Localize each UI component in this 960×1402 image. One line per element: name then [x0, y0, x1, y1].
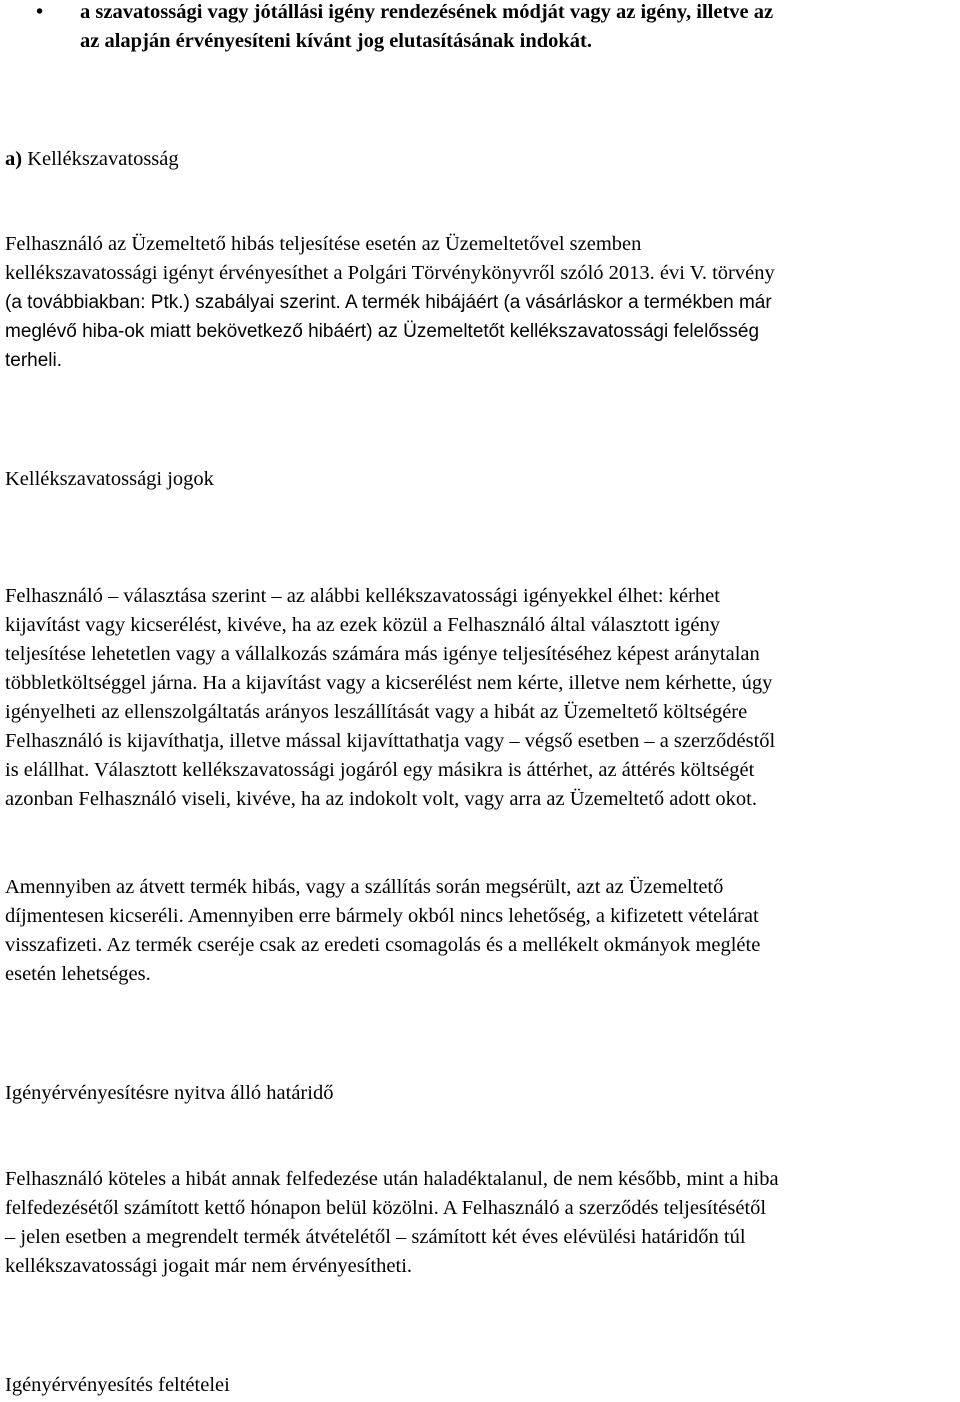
- paragraph-line: kijavítást vagy kicserélést, kivéve, ha az ezek közül a Felhasználó által választott igény: [5, 614, 720, 636]
- paragraph-line: többletköltséggel járna. Ha a kijavítást vagy a kicserélést nem kérte, illetve nem kérhette, úgy: [5, 672, 773, 694]
- paragraph-rights: [5, 582, 957, 814]
- paragraph-line: Felhasználó is kijavíthatja, illetve mással kijavíttathatja vagy – végső esetben – a szerződéstől: [5, 730, 776, 752]
- bullet-text-line: a szavatossági vagy jótállási igény rendezésének módját vagy az igény, illetve az: [80, 1, 774, 23]
- bullet-text: [80, 0, 955, 56]
- paragraph-line-text: kellékszavatossági igényt érvényesíthet a Polgári Törvénykönyvről szóló 2013. évi V. törvény: [5, 262, 775, 284]
- paragraph-line: meglévő hiba-ok miatt bekövetkező hibáért) az Üzemeltetőt kellékszavatossági felelősség: [5, 321, 760, 342]
- paragraph-replacement: [5, 873, 957, 989]
- paragraph-line: esetén lehetséges.: [5, 963, 151, 985]
- heading-deadline: Igényérvényesítésre nyitva álló határidő: [5, 1082, 334, 1104]
- paragraph-line: is elállhat. Választott kellékszavatossági jogáról egy másikra is áttérhet, az áttérés költségét: [5, 759, 755, 781]
- paragraph-line: Felhasználó köteles a hibát annak felfedezése után haladéktalanul, de nem később, mint a hiba: [5, 1168, 779, 1190]
- paragraph-line: igényelheti az ellenszolgáltatás arányos leszállítását vagy a hibát az Üzemeltető költségére: [5, 701, 748, 723]
- bullet-marker: •: [36, 1, 44, 23]
- paragraph-line: Felhasználó – választása szerint – az alábbi kellékszavatossági igényekkel élhet: kérhet: [5, 585, 720, 607]
- paragraph-deadline: [5, 1165, 957, 1281]
- section-title: Kellékszavatosság: [27, 148, 179, 170]
- section-heading-kellekszavatossag: [5, 145, 957, 174]
- paragraph-line: kellékszavatossági jogait már nem érvényesítheti.: [5, 1255, 413, 1277]
- paragraph-line: Amennyiben az átvett termék hibás, vagy a szállítás során megsérült, azt az Üzemeltető: [5, 876, 724, 898]
- paragraph-line: terheli.: [5, 350, 63, 371]
- paragraph-line: (a továbbiakban: Ptk.) szabályai szerint. A termék hibájáért (a vásárláskor a termékben már: [5, 292, 772, 313]
- paragraph-line: felfedezésétől számított kettő hónapon belül közölni. A Felhasználó a szerződés teljesítésétől: [5, 1197, 767, 1219]
- paragraph-line: visszafizeti. Az termék cseréje csak az eredeti csomagolás és a mellékelt okmányok megléte: [5, 934, 761, 956]
- paragraph-line: azonban Felhasználó viseli, kivéve, ha az indokolt volt, vagy arra az Üzemeltető adott okot.: [5, 788, 757, 810]
- paragraph-intro: [5, 230, 957, 375]
- paragraph-line: díjmentesen kicseréli. Amennyiben erre bármely okból nincs lehetőség, a kifizetett vételárat: [5, 905, 759, 927]
- paragraph-line: Felhasználó az Üzemeltető hibás teljesítése esetén az Üzemeltetővel szemben: [5, 233, 642, 255]
- section-label: a): [5, 148, 23, 170]
- document-page: [5, 0, 957, 1402]
- paragraph-line: – jelen esetben a megrendelt termék átvételétől – számított két éves elévülési határidőn túl: [5, 1226, 746, 1248]
- heading-conditions: Igényérvényesítés feltételei: [5, 1374, 230, 1396]
- heading-rights: Kellékszavatossági jogok: [5, 468, 214, 490]
- paragraph-line: [5, 259, 957, 288]
- bullet-text-line: az alapján érvényesíteni kívánt jog elutasításának indokát.: [80, 30, 592, 52]
- paragraph-line: teljesítése lehetetlen vagy a vállalkozás számára más igénye teljesítéséhez képest aránytalan: [5, 643, 760, 665]
